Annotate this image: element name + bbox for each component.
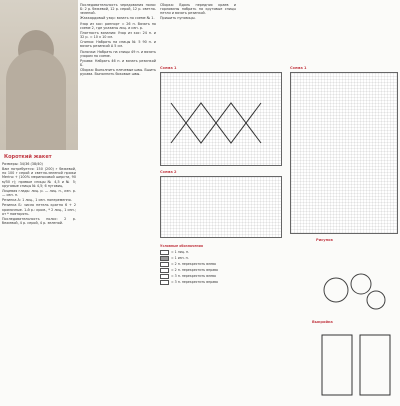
text-column-2	[80, 3, 156, 78]
legend-text: = 2 п. перекрестить влево	[171, 261, 216, 266]
chart-1-title: Схема 1	[160, 66, 177, 70]
legend-text: = 1 изн. п.	[171, 255, 189, 260]
paragraph: Сборка: Выполнить плечевые швы. Вшить рукава. Выполнить боковые швы.	[80, 68, 156, 77]
legend-symbol	[160, 256, 169, 261]
section-title: Короткий жакет	[4, 154, 52, 160]
legend-symbol	[160, 262, 169, 267]
legend-row	[160, 280, 236, 285]
paragraph: Рукава: Набрать 46 п. и вязать резинкой Б.	[80, 58, 156, 68]
knitting-chart-1	[160, 72, 282, 166]
pattern-title: Выкройка	[312, 320, 333, 324]
legend-row	[160, 262, 236, 267]
legend-text: = 2 п. перекрестить вправо	[171, 267, 218, 272]
paragraph: Узор из кос: раппорт = 26 п. Вязать по схеме 2, где указаны лиц. и изн. р.	[80, 21, 156, 30]
legend-text: = 1 лиц. п.	[171, 250, 190, 254]
paragraph: Полочки: Набрать на спицы 49 п. и вязать узором по схеме.	[80, 49, 156, 58]
legend	[160, 244, 236, 286]
legend-symbol	[160, 274, 169, 279]
legend-row	[160, 268, 236, 273]
paragraph: Резинка А: 1 лиц., 1 изн. попеременно.	[2, 198, 72, 203]
legend-text: = 3 п. перекрестить влево	[171, 273, 216, 278]
legend-symbol	[160, 250, 169, 255]
text-column-1	[2, 162, 76, 226]
legend-row	[160, 250, 236, 255]
paragraph: Вам потребуется: 150 (200) г бежевой, по 100 г серой и светло-зеленой пряжи Merino + (100% мериносовой шерсти, 90 м/50 г); прямые спицы № 4,5 и № 5; круговые спицы № 4,5; 6 пуговиц.	[2, 167, 76, 188]
legend-symbol	[160, 268, 169, 273]
paragraph: Последовательность чередования полос Б: 2 р. бежевой, 12 р. серой, 12 р. светло-зеленой.	[80, 3, 156, 16]
paragraph: Спинка: Набрать на спицы № 5 90 п. и вязать резинкой А 5 см.	[80, 40, 156, 49]
garment-photo	[0, 0, 78, 150]
paragraph: Сборка: Вдоль передних краев и горловины набрать на круговые спицы петли и вязать резинкой.	[160, 3, 236, 16]
paragraph: Плотность вязания: Узор из кос: 24 п. и 32 р. = 10 х 10 см.	[80, 30, 156, 40]
text-column-3	[160, 3, 236, 22]
legend-title: Условные обозначения	[160, 244, 203, 248]
paragraph: Пришить пуговицы.	[160, 16, 196, 21]
knitting-chart-2	[160, 176, 282, 238]
knitting-chart-3	[290, 72, 398, 234]
paragraph: Жаккардовый узор: вязать по схеме № 1.	[80, 16, 155, 21]
paragraph: Последовательность полос: 2 р. бежевой, 4 р. серой, 4 р. зеленой.	[2, 216, 76, 226]
legend-row	[160, 274, 236, 279]
chart-2-title: Схема 2	[160, 170, 177, 174]
legend-row	[160, 256, 236, 261]
paragraph: Размеры: 34/36 (38/40)	[2, 162, 43, 166]
pattern-schematic	[312, 325, 398, 403]
legend-symbol	[160, 280, 169, 285]
paragraph: Лицевая гладь: лиц. р. — лиц. п., изн. р. — изн. п.	[2, 188, 76, 198]
legend-text: = 3 п. перекрестить вправо	[171, 279, 218, 284]
paragraph: Резинка Б: число петель кратно 6 + 2 кромочные. 1-й р.: кром., * 2 лиц., 1 изн.; от * повторять.	[2, 203, 76, 216]
chart-3-title: Схема 1	[290, 66, 307, 70]
flower-drawing	[316, 260, 394, 320]
drawing-title: Рисунок	[316, 238, 334, 242]
